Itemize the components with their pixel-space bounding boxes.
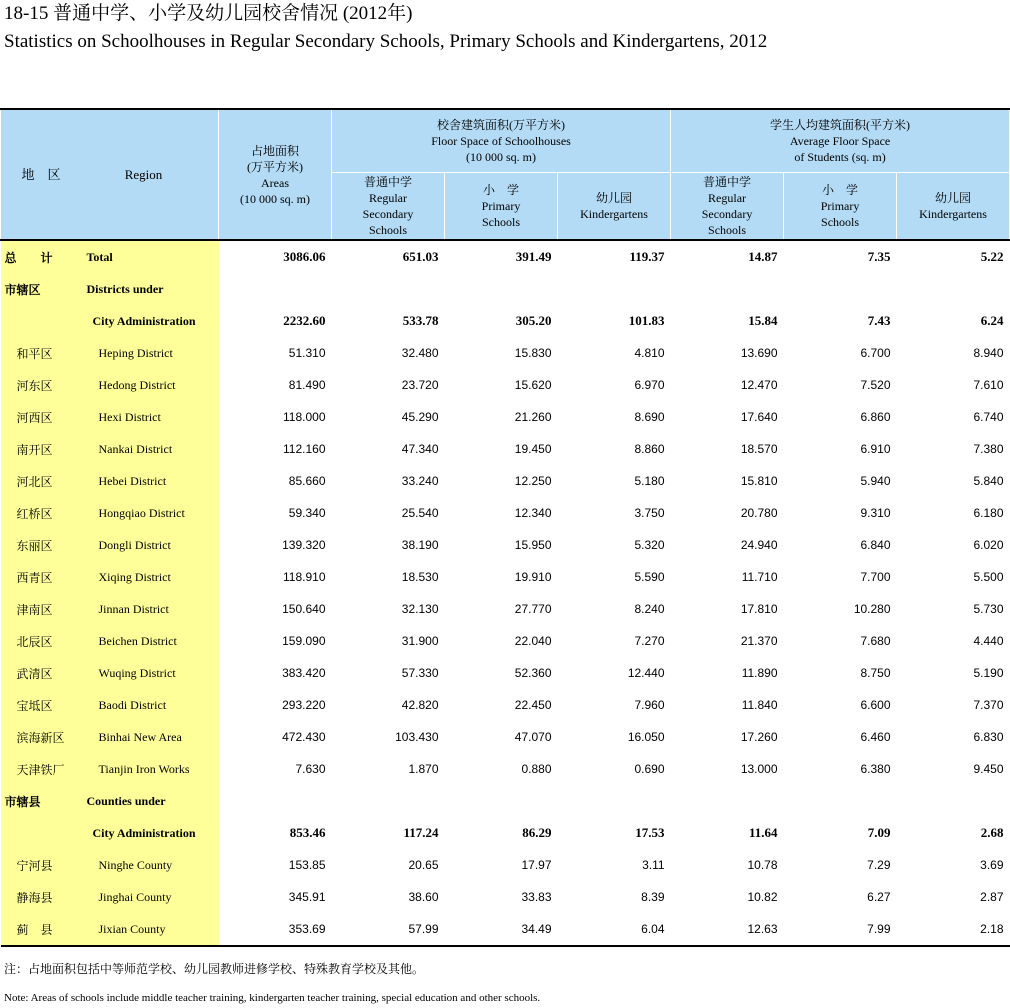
- region-name-en: City Administration: [92, 825, 196, 840]
- value-cell: 8.750: [860, 666, 891, 680]
- value-cell: 153.85: [288, 858, 326, 872]
- region-name-en: Xiqing District: [98, 569, 171, 584]
- region-name-cn: 河东区: [16, 378, 53, 393]
- value-cell: 8.940: [973, 346, 1004, 360]
- value-cell: 7.99: [784, 913, 897, 946]
- region-cell: [1, 785, 219, 817]
- header-sub-label: Primary: [820, 198, 860, 213]
- region-cell: [1, 497, 219, 529]
- value-cell: 6.970: [634, 378, 665, 392]
- region-name-en: Counties under: [86, 793, 166, 808]
- value-cell: 17.810: [740, 602, 778, 616]
- value-cell: 7.09: [867, 825, 891, 840]
- value-cell: 353.69: [219, 913, 332, 946]
- region-name-cn: 和平区: [16, 346, 53, 361]
- header-floor-space: [332, 109, 671, 172]
- table-row: [1, 273, 1010, 305]
- region-cell: [1, 817, 219, 849]
- region-name-cn: 红桥区: [16, 506, 53, 521]
- value-cell: 383.420: [282, 666, 326, 680]
- header-sub-label: 小 学: [822, 182, 859, 197]
- value-cell: 6.27: [867, 890, 891, 904]
- value-cell: 11.890: [741, 666, 778, 680]
- value-cell: 15.810: [740, 474, 778, 488]
- value-cell: 11.64: [748, 825, 778, 840]
- value-cell: 5.22: [897, 240, 1010, 273]
- value-cell: 472.430: [282, 730, 326, 744]
- header-sub-label: Secondary: [362, 206, 414, 221]
- table-row: [1, 817, 1010, 849]
- value-cell: 10.78: [747, 858, 778, 872]
- value-cell: [558, 273, 671, 305]
- value-cell: 6.600: [860, 698, 891, 712]
- region-cell: [1, 561, 219, 593]
- region-cell: [1, 305, 219, 337]
- value-cell: 11.710: [741, 570, 778, 584]
- value-cell: 32.130: [401, 602, 439, 616]
- header-sub-label: Primary: [481, 198, 521, 213]
- value-cell: 150.640: [282, 602, 326, 616]
- header-sub-label: Kindergartens: [580, 206, 648, 221]
- value-cell: 5.730: [973, 602, 1004, 616]
- region-name-cn: 西青区: [16, 570, 53, 585]
- value-cell: 3086.06: [219, 240, 332, 273]
- value-cell: 118.910: [283, 570, 326, 584]
- value-cell: 81.490: [288, 378, 326, 392]
- value-cell: 6.860: [860, 410, 891, 424]
- header-land-area-en-unit: (10 000 sq. m): [240, 191, 310, 206]
- region-cell: [1, 913, 219, 946]
- value-cell: 17.97: [521, 858, 552, 872]
- value-cell: 24.940: [740, 538, 778, 552]
- value-cell: 8.39: [641, 890, 665, 904]
- value-cell: 47.340: [401, 442, 439, 456]
- value-cell: 7.43: [867, 313, 891, 328]
- value-cell: 15.84: [748, 313, 778, 328]
- region-cell: [1, 849, 219, 881]
- value-cell: 6.910: [860, 442, 891, 456]
- header-sub-label: Kindergartens: [919, 206, 987, 221]
- header-floor-space-en: Floor Space of Schoolhouses: [431, 133, 571, 148]
- region-cell: [1, 337, 219, 369]
- table-row: [1, 849, 1010, 881]
- header-sub-label: Schools: [821, 214, 860, 229]
- value-cell: 18.530: [401, 570, 439, 584]
- header-sub-label: 幼儿园: [935, 190, 972, 205]
- value-cell: 33.240: [401, 474, 439, 488]
- value-cell: 6.740: [973, 410, 1004, 424]
- region-name-en: Binhai New Area: [98, 729, 182, 744]
- value-cell: 6.830: [973, 730, 1004, 744]
- value-cell: 13.690: [740, 346, 778, 360]
- region-cell: [1, 273, 219, 305]
- region-cell: [1, 625, 219, 657]
- value-cell: 103.430: [395, 730, 439, 744]
- value-cell: [671, 785, 784, 817]
- value-cell: 6.180: [973, 506, 1004, 520]
- region-name-en: Districts under: [86, 281, 164, 296]
- value-cell: 6.460: [860, 730, 891, 744]
- region-name-cn: 静海县: [16, 890, 53, 905]
- region-name-en: Jinghai County: [98, 889, 172, 904]
- value-cell: 22.450: [514, 698, 552, 712]
- header-fs-primary: [445, 172, 558, 240]
- region-name-en: Hexi District: [98, 409, 161, 424]
- region-name-cn: 河西区: [16, 410, 53, 425]
- value-cell: 6.840: [860, 538, 891, 552]
- region-name-cn: 北辰区: [16, 634, 53, 649]
- value-cell: 12.250: [514, 474, 552, 488]
- table-row: [1, 753, 1010, 785]
- table-row: [1, 689, 1010, 721]
- value-cell: 0.690: [634, 762, 665, 776]
- table-row: [1, 433, 1010, 465]
- header-avg-floor-cn: 学生人均建筑面积(平方米): [770, 117, 911, 132]
- region-name-en: City Administration: [92, 313, 196, 328]
- value-cell: 8.690: [634, 410, 665, 424]
- header-floor-space-unit: (10 000 sq. m): [466, 149, 537, 164]
- value-cell: 59.340: [288, 506, 326, 520]
- value-cell: 5.190: [973, 666, 1004, 680]
- region-cell: [1, 369, 219, 401]
- region-name-en: Beichen District: [98, 633, 177, 648]
- footnote-cn: 注：占地面积包括中等师范学校、幼儿园教师进修学校、特殊教育学校及其他。: [4, 962, 425, 976]
- value-cell: 15.830: [514, 346, 552, 360]
- value-cell: 9.310: [860, 506, 891, 520]
- region-cell: [1, 657, 219, 689]
- value-cell: 12.470: [740, 378, 778, 392]
- value-cell: 6.04: [558, 913, 671, 946]
- value-cell: 7.270: [634, 634, 665, 648]
- value-cell: 7.610: [973, 378, 1004, 392]
- header-region-en: Region: [124, 166, 163, 182]
- header-sub-label: Regular: [708, 190, 747, 205]
- header-sub-label: Schools: [708, 222, 747, 237]
- value-cell: 345.91: [288, 890, 326, 904]
- value-cell: 4.440: [973, 634, 1004, 648]
- statistics-table: [0, 108, 1010, 947]
- value-cell: 33.83: [521, 890, 552, 904]
- value-cell: 34.49: [445, 913, 558, 946]
- region-name-cn: 武清区: [16, 666, 53, 681]
- value-cell: 4.810: [634, 346, 665, 360]
- region-name-en: Heping District: [98, 345, 173, 360]
- region-cell: [1, 529, 219, 561]
- table-row: [1, 881, 1010, 913]
- value-cell: 101.83: [628, 313, 665, 328]
- table-row: [1, 305, 1010, 337]
- header-land-area-en: Areas: [261, 175, 289, 190]
- header-sub-label: Schools: [368, 222, 407, 237]
- header-fs-secondary: [332, 172, 445, 240]
- table-row: [1, 497, 1010, 529]
- region-name-en: Baodi District: [98, 697, 167, 712]
- value-cell: 5.180: [634, 474, 665, 488]
- region-cell: [1, 433, 219, 465]
- value-cell: 119.37: [558, 240, 671, 273]
- value-cell: [897, 273, 1010, 305]
- value-cell: 20.780: [740, 506, 778, 520]
- table-row: [1, 529, 1010, 561]
- table-row: [1, 913, 1010, 946]
- header-sub-label: 普通中学: [703, 174, 752, 189]
- value-cell: 21.260: [514, 410, 552, 424]
- region-name-en: Wuqing District: [98, 665, 176, 680]
- value-cell: 15.620: [514, 378, 552, 392]
- value-cell: 12.340: [514, 506, 552, 520]
- value-cell: [671, 273, 784, 305]
- table-row: [1, 593, 1010, 625]
- region-name-en: Hongqiao District: [98, 505, 185, 520]
- value-cell: 5.840: [973, 474, 1004, 488]
- value-cell: 3.750: [634, 506, 665, 520]
- header-sub-label: Regular: [369, 190, 407, 205]
- header-fs-kinder: [558, 172, 671, 240]
- header-sub-label: Secondary: [701, 206, 753, 221]
- region-cell: [1, 689, 219, 721]
- table-row: [1, 785, 1010, 817]
- value-cell: 7.370: [973, 698, 1004, 712]
- value-cell: 0.880: [521, 762, 552, 776]
- region-name-en: Ninghe County: [98, 857, 173, 872]
- value-cell: [219, 785, 332, 817]
- table-row: [1, 561, 1010, 593]
- value-cell: 7.29: [867, 858, 891, 872]
- region-cell: [1, 881, 219, 913]
- value-cell: 533.78: [402, 313, 439, 328]
- value-cell: 7.520: [860, 378, 891, 392]
- value-cell: 7.630: [295, 762, 326, 776]
- value-cell: 853.46: [289, 825, 326, 840]
- value-cell: 5.940: [860, 474, 891, 488]
- value-cell: 305.20: [515, 313, 552, 328]
- value-cell: 16.050: [627, 730, 665, 744]
- page-title-cn: 18-15 普通中学、小学及幼儿园校舍情况 (2012年): [4, 3, 413, 24]
- header-avg-floor: [671, 109, 1010, 172]
- value-cell: 391.49: [445, 240, 558, 273]
- value-cell: 31.900: [401, 634, 439, 648]
- value-cell: 17.260: [740, 730, 778, 744]
- region-name-en: Tianjin Iron Works: [98, 761, 190, 776]
- region-name-en: Hedong District: [98, 377, 176, 392]
- value-cell: 57.99: [332, 913, 445, 946]
- value-cell: 20.65: [408, 858, 439, 872]
- value-cell: 38.60: [408, 890, 439, 904]
- value-cell: [332, 273, 445, 305]
- value-cell: 23.720: [401, 378, 439, 392]
- value-cell: 9.450: [973, 762, 1004, 776]
- region-name-cn: 津南区: [16, 602, 53, 617]
- value-cell: 19.450: [514, 442, 552, 456]
- value-cell: 6.020: [973, 538, 1004, 552]
- value-cell: 85.660: [288, 474, 326, 488]
- value-cell: 6.700: [860, 346, 891, 360]
- region-cell: [1, 401, 219, 433]
- value-cell: 11.840: [741, 698, 778, 712]
- header-avg-kinder: [897, 172, 1010, 240]
- value-cell: 7.380: [973, 442, 1004, 456]
- region-name-en: Dongli District: [98, 537, 171, 552]
- value-cell: 21.370: [740, 634, 778, 648]
- value-cell: 27.770: [514, 602, 552, 616]
- value-cell: 52.360: [514, 666, 552, 680]
- value-cell: 6.24: [980, 313, 1004, 328]
- region-name-cn: 总 计: [4, 250, 53, 265]
- value-cell: 139.320: [282, 538, 326, 552]
- region-name-cn: 滨海新区: [16, 730, 65, 745]
- value-cell: [332, 785, 445, 817]
- value-cell: 17.640: [740, 410, 778, 424]
- value-cell: 2.18: [897, 913, 1010, 946]
- region-name-en: Hebei District: [98, 473, 167, 488]
- table-row: [1, 465, 1010, 497]
- value-cell: 3.11: [642, 858, 665, 872]
- region-cell: [1, 465, 219, 497]
- table-row: [1, 401, 1010, 433]
- region-cell: [1, 240, 219, 273]
- header-sub-label: 幼儿园: [596, 190, 633, 205]
- value-cell: 5.500: [973, 570, 1004, 584]
- value-cell: [784, 785, 897, 817]
- value-cell: [219, 273, 332, 305]
- header-land-area-cn-unit: (万平方米): [247, 159, 303, 174]
- value-cell: 19.910: [514, 570, 552, 584]
- region-name-en: Total: [86, 249, 113, 264]
- value-cell: 10.280: [853, 602, 891, 616]
- value-cell: 7.680: [860, 634, 891, 648]
- table-row: [1, 625, 1010, 657]
- value-cell: 112.160: [283, 442, 326, 456]
- value-cell: 118.000: [283, 410, 326, 424]
- value-cell: [445, 273, 558, 305]
- footnote-en: Note: Areas of schools include middle teacher training, kindergarten teacher training, special education and other schools.: [4, 992, 541, 1004]
- value-cell: 10.82: [747, 890, 778, 904]
- table-row: [1, 369, 1010, 401]
- value-cell: 2232.60: [283, 313, 326, 328]
- region-name-en: Nankai District: [98, 441, 173, 456]
- value-cell: [445, 785, 558, 817]
- value-cell: 38.190: [401, 538, 439, 552]
- value-cell: 2.87: [980, 890, 1004, 904]
- region-cell: [1, 721, 219, 753]
- header-avg-floor-en: Average Floor Space: [789, 133, 891, 148]
- header-avg-primary: [784, 172, 897, 240]
- value-cell: 12.440: [627, 666, 665, 680]
- value-cell: 25.540: [401, 506, 439, 520]
- value-cell: 57.330: [401, 666, 439, 680]
- value-cell: 7.700: [860, 570, 891, 584]
- table-row: [1, 337, 1010, 369]
- value-cell: 13.000: [740, 762, 778, 776]
- region-name-en: Jinnan District: [98, 601, 169, 616]
- value-cell: 18.570: [740, 442, 778, 456]
- value-cell: 3.69: [980, 858, 1004, 872]
- header-region: [1, 109, 219, 240]
- region-name-cn: 市辖区: [4, 282, 41, 297]
- header-region-cn: 地 区: [21, 166, 61, 182]
- value-cell: 12.63: [671, 913, 784, 946]
- value-cell: 32.480: [401, 346, 439, 360]
- value-cell: 15.950: [514, 538, 552, 552]
- header-avg-floor-unit: of Students (sq. m): [794, 149, 886, 164]
- value-cell: 5.590: [634, 570, 665, 584]
- header-land-area: [219, 109, 332, 240]
- region-name-cn: 宁河县: [16, 858, 53, 873]
- value-cell: 86.29: [522, 825, 552, 840]
- value-cell: 51.310: [288, 346, 326, 360]
- value-cell: [784, 273, 897, 305]
- region-name-cn: 蓟 县: [16, 922, 53, 937]
- header-avg-secondary: [671, 172, 784, 240]
- value-cell: 1.870: [408, 762, 439, 776]
- region-name-cn: 市辖县: [4, 794, 41, 809]
- table-row: [1, 657, 1010, 689]
- region-name-cn: 南开区: [16, 442, 53, 457]
- value-cell: 45.290: [401, 410, 439, 424]
- header-floor-space-cn: 校舍建筑面积(万平方米): [437, 117, 566, 132]
- value-cell: [558, 785, 671, 817]
- region-cell: [1, 753, 219, 785]
- value-cell: 159.090: [282, 634, 326, 648]
- value-cell: 2.68: [980, 825, 1004, 840]
- value-cell: 22.040: [514, 634, 552, 648]
- region-name-cn: 河北区: [16, 474, 53, 489]
- table-body: [1, 240, 1010, 946]
- table-row: [1, 240, 1010, 273]
- value-cell: 8.240: [634, 602, 665, 616]
- value-cell: 651.03: [332, 240, 445, 273]
- table-row: [1, 721, 1010, 753]
- region-name-cn: 东丽区: [16, 538, 53, 553]
- value-cell: 117.24: [403, 825, 439, 840]
- value-cell: 42.820: [401, 698, 439, 712]
- value-cell: 7.960: [634, 698, 665, 712]
- region-name-cn: 宝坻区: [16, 698, 53, 713]
- region-name-cn: 天津铁厂: [16, 762, 65, 777]
- value-cell: 7.35: [784, 240, 897, 273]
- region-cell: [1, 593, 219, 625]
- header-sub-label: 普通中学: [363, 174, 412, 189]
- header-sub-label: 小 学: [482, 182, 519, 197]
- value-cell: 47.070: [514, 730, 552, 744]
- region-name-en: Jixian County: [98, 921, 166, 936]
- header-land-area-cn: 占地面积: [250, 143, 299, 158]
- page-title-en: Statistics on Schoolhouses in Regular Secondary Schools, Primary Schools and Kindergartens, 2012: [4, 31, 768, 52]
- value-cell: 17.53: [635, 825, 665, 840]
- value-cell: 8.860: [634, 442, 665, 456]
- value-cell: 6.380: [860, 762, 891, 776]
- header-sub-label: Schools: [481, 214, 520, 229]
- value-cell: 5.320: [634, 538, 665, 552]
- value-cell: [897, 785, 1010, 817]
- value-cell: 14.87: [671, 240, 784, 273]
- value-cell: 293.220: [282, 698, 326, 712]
